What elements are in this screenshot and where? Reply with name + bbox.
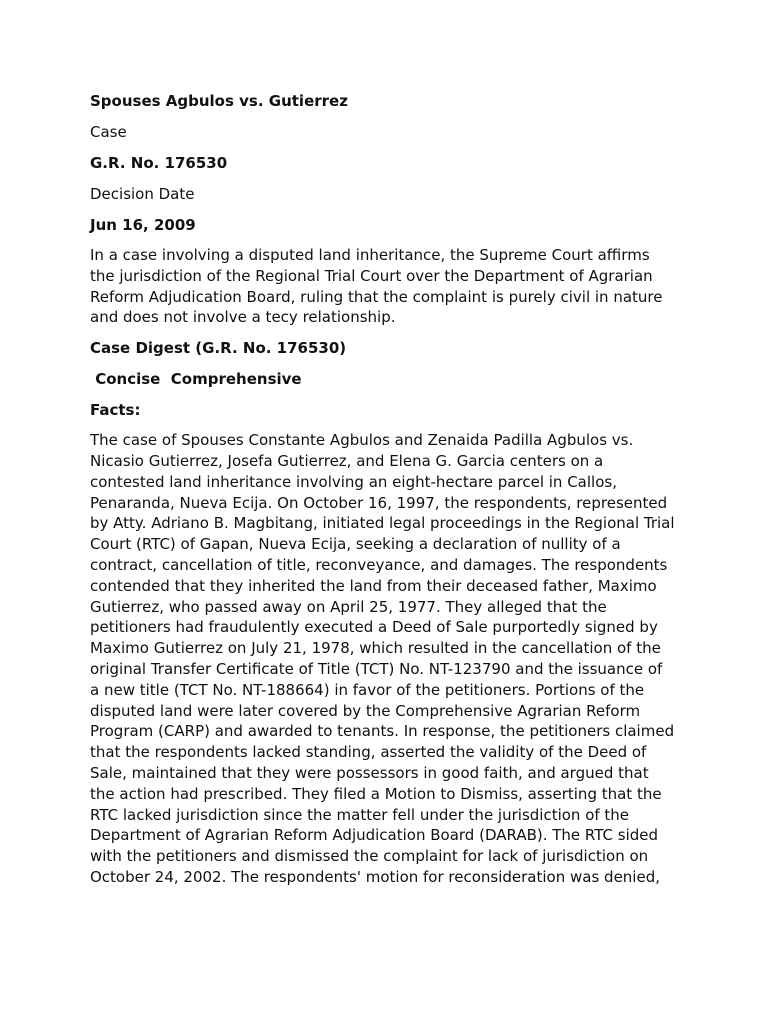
facts-line: the action had prescribed. They filed a Motion to Dismiss, asserting that the (90, 784, 662, 803)
view-options: Concise Comprehensive (90, 370, 302, 389)
facts-line: RTC lacked jurisdiction since the matter fell under the jurisdiction of the (90, 805, 630, 824)
facts-line: contended that they inherited the land from their deceased father, Maximo (90, 576, 657, 595)
case-label: Case (90, 123, 127, 141)
digest-heading: Case Digest (G.R. No. 176530) (90, 339, 347, 358)
facts-line: Program (CARP) and awarded to tenants. In response, the petitioners claimed (90, 722, 675, 741)
facts-line: Court (RTC) of Gapan, Nueva Ecija, seeking a declaration of nullity of a (90, 535, 621, 554)
facts-line: disputed land were later covered by the Comprehensive Agrarian Reform (90, 701, 641, 720)
facts-line: original Transfer Certificate of Title (TCT) No. NT-123790 and the issuance of (90, 659, 663, 678)
facts-line: that the respondents lacked standing, asserted the validity of the Deed of (90, 743, 647, 762)
facts-line: Nicasio Gutierrez, Josefa Gutierrez, and Elena G. Garcia centers on a (90, 451, 604, 470)
facts-line: Gutierrez, who passed away on April 25, 1977. They alleged that the (90, 597, 607, 616)
facts-line: a new title (TCT No. NT-188664) in favor of the petitioners. Portions of the (90, 680, 645, 699)
facts-line: Department of Agrarian Reform Adjudication Board (DARAB). The RTC sided (90, 826, 659, 845)
summary-line: and does not involve a tecy relationship. (90, 308, 396, 327)
decision-date: Jun 16, 2009 (90, 216, 196, 234)
decision-date-label: Decision Date (90, 185, 195, 203)
summary-line: the jurisdiction of the Regional Trial Court over the Department of Agrarian (90, 266, 653, 285)
facts-heading: Facts: (90, 401, 141, 420)
facts-line: The case of Spouses Constante Agbulos and Zenaida Padilla Agbulos vs. (90, 431, 634, 450)
document-page (90, 90, 690, 897)
summary-line: Reform Adjudication Board, ruling that the complaint is purely civil in nature (90, 287, 663, 306)
facts-line: by Atty. Adriano B. Magbitang, initiated legal proceedings in the Regional Trial (90, 514, 675, 533)
case-number: G.R. No. 176530 (90, 154, 228, 172)
facts-line: October 24, 2002. The respondents' motion for reconsideration was denied, (90, 867, 660, 886)
facts-line: contract, cancellation of title, reconveyance, and damages. The respondents (90, 555, 668, 574)
facts-line: contested land inheritance involving an eight-hectare parcel in Callos, (90, 472, 617, 491)
facts-line: petitioners had fraudulently executed a Deed of Sale purportedly signed by (90, 618, 658, 637)
facts-line: Maximo Gutierrez on July 21, 1978, which resulted in the cancellation of the (90, 639, 661, 658)
facts-paragraph (90, 430, 690, 888)
facts-line: Sale, maintained that they were possessors in good faith, and argued that (90, 763, 649, 782)
case-title: Spouses Agbulos vs. Gutierrez (90, 92, 348, 110)
summary-line: In a case involving a disputed land inheritance, the Supreme Court affirms (90, 246, 650, 264)
summary-paragraph (90, 245, 690, 328)
facts-line: Penaranda, Nueva Ecija. On October 16, 1997, the respondents, represented (90, 493, 668, 512)
facts-line: with the petitioners and dismissed the complaint for lack of jurisdiction on (90, 847, 649, 866)
